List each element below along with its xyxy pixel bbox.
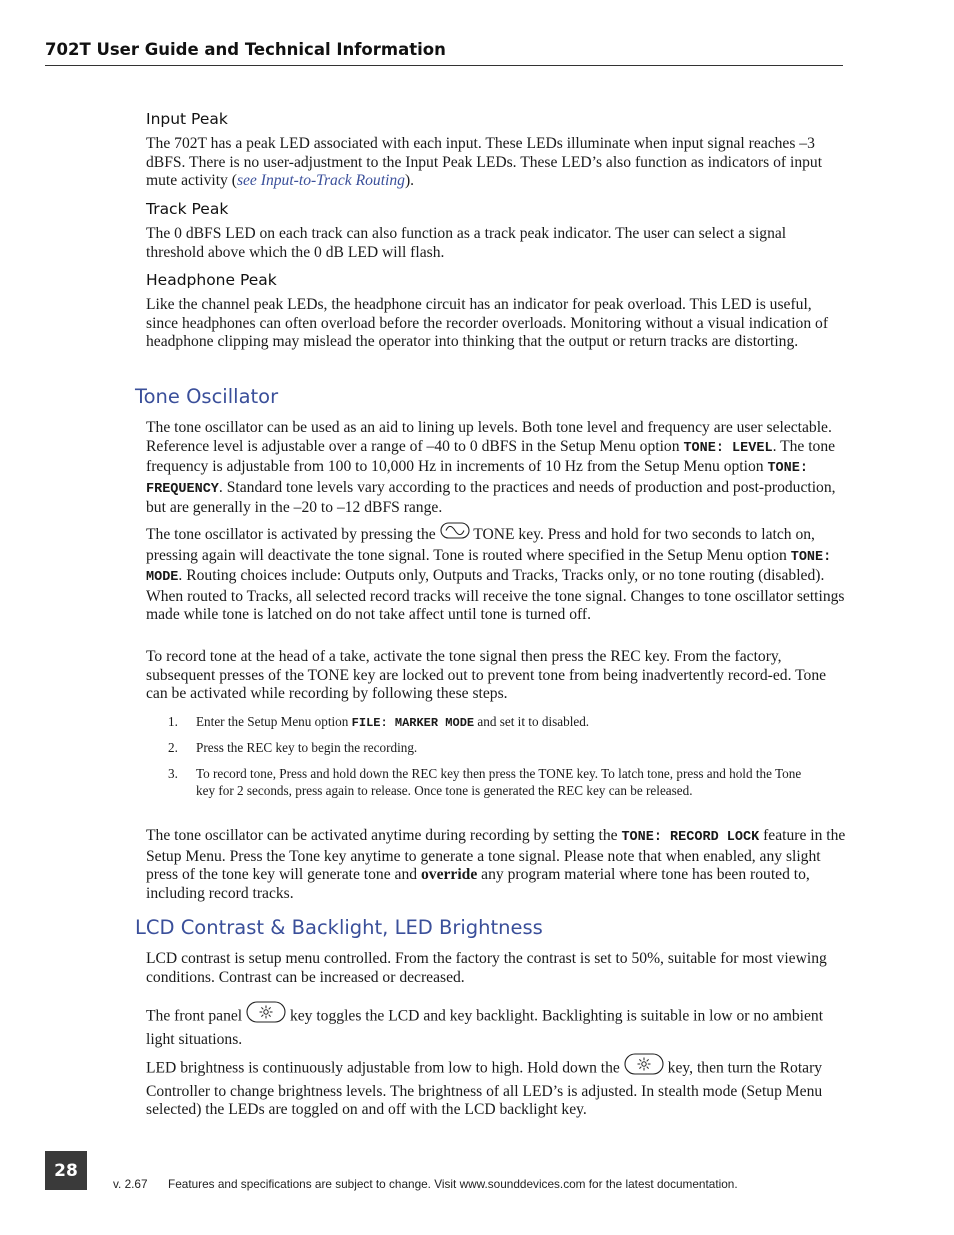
menu-option-tone-mode: TONE: MODE xyxy=(146,549,832,586)
tone-key-icon xyxy=(440,522,470,545)
tone-oscillator-heading: Tone Oscillator xyxy=(135,385,279,408)
menu-option-tone-frequency: TONE: FREQUENCY xyxy=(146,461,808,497)
backlight-key-icon xyxy=(246,1001,286,1029)
lcd-paragraph-3: LED brightness is continuously adjustable from low to high. Hold down the key, then turn the Rotary Controller to change brightness levels. The brightness of all LED’s is adjusted. In stealth mode (Setup Menu selected) the LEDs are toggled on and off with the LCD backlight key. xyxy=(146,1055,846,1120)
lcd-paragraph-1: LCD contrast is setup menu controlled. From the factory the contrast is set to 50%, suitable for most viewing conditions. Contrast can be increased or decreased. xyxy=(146,950,827,986)
page-number: 28 xyxy=(45,1151,87,1190)
tone-paragraph-1: The tone oscillator can be used as an aid to lining up levels. Both tone level and frequency are user selectable. Reference level is adjustable over a range of –40 to 0 dBFS in the Setup Menu option TONE: LEVEL. The tone frequency is adjustable from 100 to 10,000 Hz in increments of 10 Hz from the Setup Menu option TONE: FREQUENCY. Standard tone levels vary according to the practices and needs of production and post-production, but are generally in the –20 to –12 dBFS range. xyxy=(146,419,836,517)
track-peak-paragraph: The 0 dBFS LED on each track can also function as a track peak indicator. The user can select a signal threshold above which the 0 dB LED will flash. xyxy=(146,225,787,261)
menu-option-tone-record-lock: TONE: RECORD LOCK xyxy=(621,830,760,845)
input-peak-heading: Input Peak xyxy=(146,110,228,128)
input-to-track-routing-link[interactable]: see Input-to-Track Routing xyxy=(236,172,405,190)
tone-paragraph-3: To record tone at the head of a take, activate the tone signal then press the REC key. From the factory, subsequent presses of the TONE key are locked out to prevent tone from being inadvertently record-ed. Tone can be activated while recording by following these steps. xyxy=(146,648,827,703)
headphone-peak-paragraph: Like the channel peak LEDs, the headphone circuit has an indicator for peak overload. This LED is useful, since headphones can often overload before the recorder overloads. Monitoring without a visual indication of headphone clipping may mislead the operator into thinking that the output or return tracks are distorting. xyxy=(146,296,829,351)
tone-paragraph-4: The tone oscillator can be activated anytime during recording by setting the TONE: RECORD LOCK feature in the Setup Menu. Press the Tone key anytime to generate a tone signal. Please note that when enabled, any slight press of the tone key will generate tone and override any program material where tone has been routed to, including record tracks. xyxy=(146,827,846,902)
menu-option-tone-level: TONE: LEVEL xyxy=(683,440,773,456)
headphone-peak-heading: Headphone Peak xyxy=(146,271,277,289)
footer-notice: v. 2.67 Features and specifications are subject to change. Visit www.sounddevices.com for the latest documentation. xyxy=(113,1177,738,1191)
lcd-paragraph-2: The front panel key toggles the LCD and key backlight. Backlighting is suitable in low or no ambient light situations. xyxy=(146,1003,846,1049)
version-label: v. 2.67 xyxy=(113,1177,148,1191)
backlight-key-icon xyxy=(624,1053,664,1081)
lcd-contrast-heading: LCD Contrast & Backlight, LED Brightness xyxy=(135,916,543,939)
header-rule xyxy=(45,65,843,66)
input-peak-paragraph: The 702T has a peak LED associated with each input. These LEDs illuminate when input signal reaches –3 dBFS. There is no user-adjustment to the Input Peak LEDs. These LED’s also function as indicators of input mute activity (see Input-to-Track Routing). xyxy=(146,135,823,190)
menu-option-file-marker-mode: FILE: MARKER MODE xyxy=(351,716,475,730)
document-title: 702T User Guide and Technical Information xyxy=(45,40,446,59)
track-peak-heading: Track Peak xyxy=(146,200,229,218)
tone-paragraph-2: The tone oscillator is activated by pressing the TONE key. Press and hold for two seconds to latch on, pressing again will deactivate the tone signal. Tone is routed where specified in the Setup Menu option TONE: MODE. Routing choices include: Outputs only, Outputs and Tracks, Tracks only, or no tone routing (disabled). When routed to Tracks, all selected record tracks will receive the tone signal. Changes to tone oscillator settings made while tone is latched on do not take affect until tone is turned off. xyxy=(146,524,846,625)
